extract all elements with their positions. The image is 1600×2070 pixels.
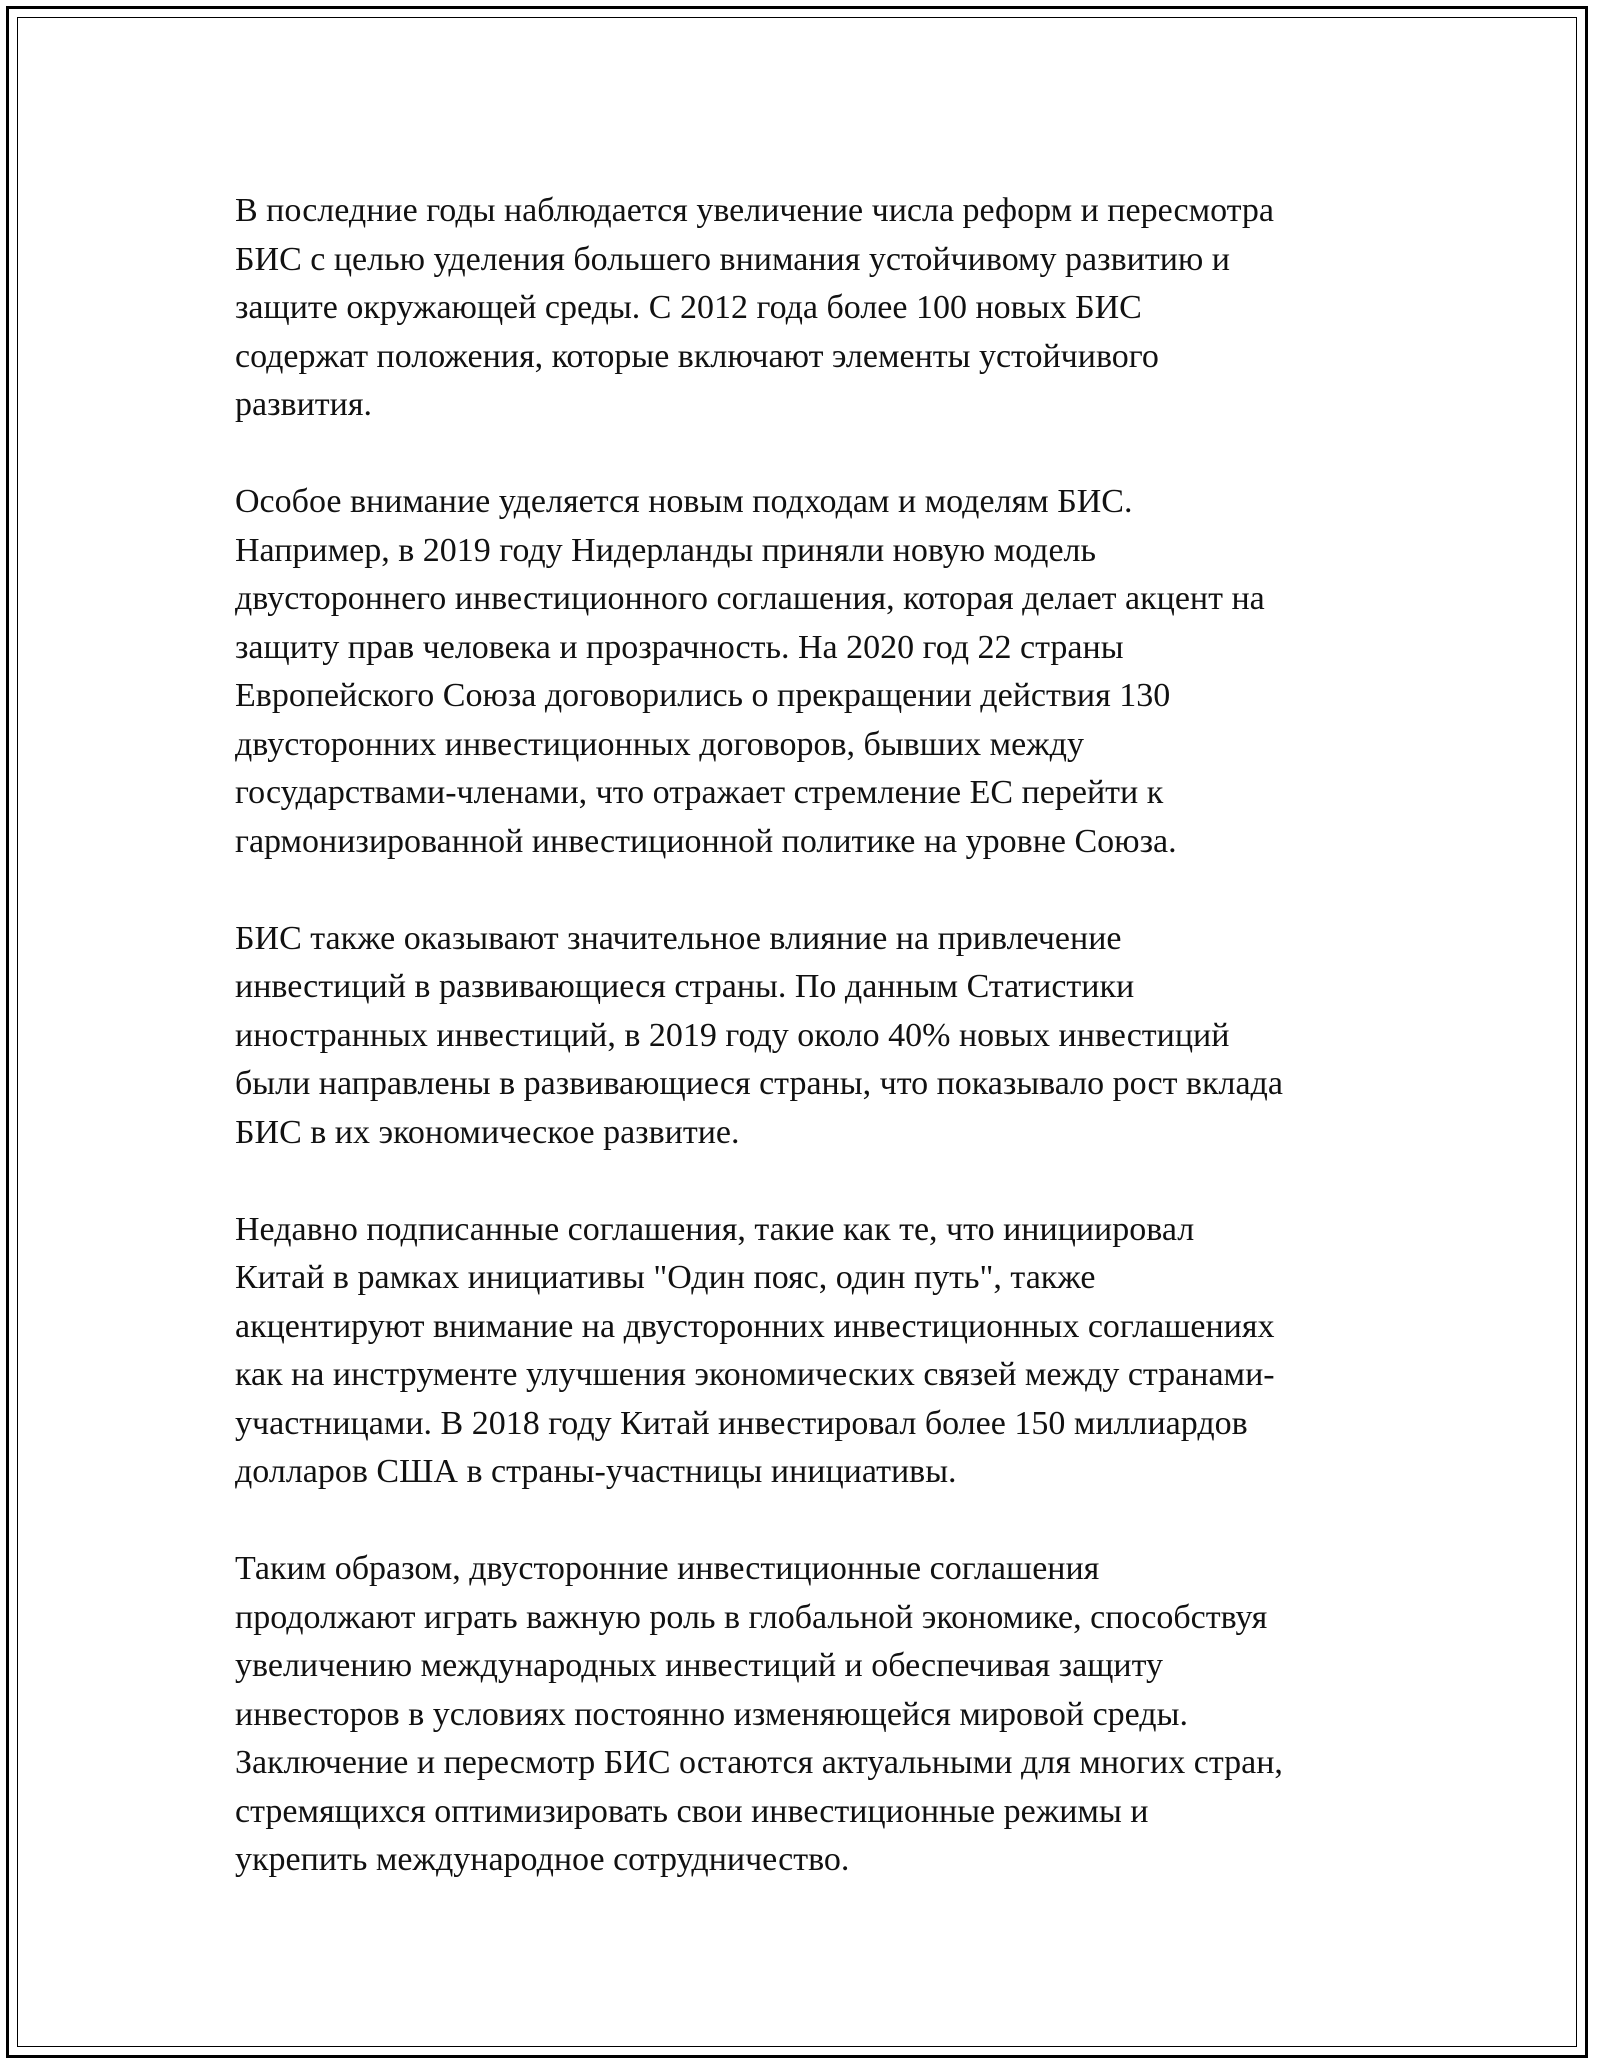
paragraph-belt-and-road: Недавно подписанные соглашения, такие как те, что инициировал Китай в рамках инициативы "Один пояс, один путь", также акцентируют внимание на двусторонних инвестиционных соглашениях как на инструменте улучшения экономических связей между странами- участницами. В 2018 году Китай инвестировал более 150 миллиардов долларов США в страны-участницы инициативы.	[235, 1210, 1275, 1490]
paragraph-developing-countries: БИС также оказывают значительное влияние на привлечение инвестиций в развивающиеся страны. По данным Статистики иностранных инвестиций, в 2019 году около 40% новых инвестиций были направлены в развивающиеся страны, что показывало рост вклада БИС в их экономическое развитие.	[235, 919, 1283, 1151]
paragraph-new-models: Особое внимание уделяется новым подходам и моделям БИС. Например, в 2019 году Нидерланды приняли новую модель двустороннего инвестиционного соглашения, которая делает акцент на защиту прав человека и прозрачность. На 2020 год 22 страны Европейского Союза договорились о прекращении действия 130 двусторонних инвестиционных договоров, бывших между государствами-членами, что отражает стремление ЕС перейти к гармонизированной инвестиционной политике на уровне Союза.	[235, 483, 1265, 860]
paragraph-conclusion: Таким образом, двусторонние инвестиционные соглашения продолжают играть важную роль в глобальной экономике, способствуя увеличению международных инвестиций и обеспечивая защиту инвесторов в условиях постоянно изменяющейся мировой среды. Заключение и пересмотр БИС остаются актуальными для многих стран, стремящихся оптимизировать свои инвестиционные режимы и укрепить международное сотрудничество.	[235, 1550, 1283, 1878]
document-body	[235, 187, 1375, 1933]
paragraph-sustainability-reforms: В последние годы наблюдается увеличение числа реформ и пересмотра БИС с целью уделения большего внимания устойчивому развитию и защите окружающей среды. С 2012 года более 100 новых БИС содержат положения, которые включают элементы устойчивого развития.	[235, 192, 1275, 423]
